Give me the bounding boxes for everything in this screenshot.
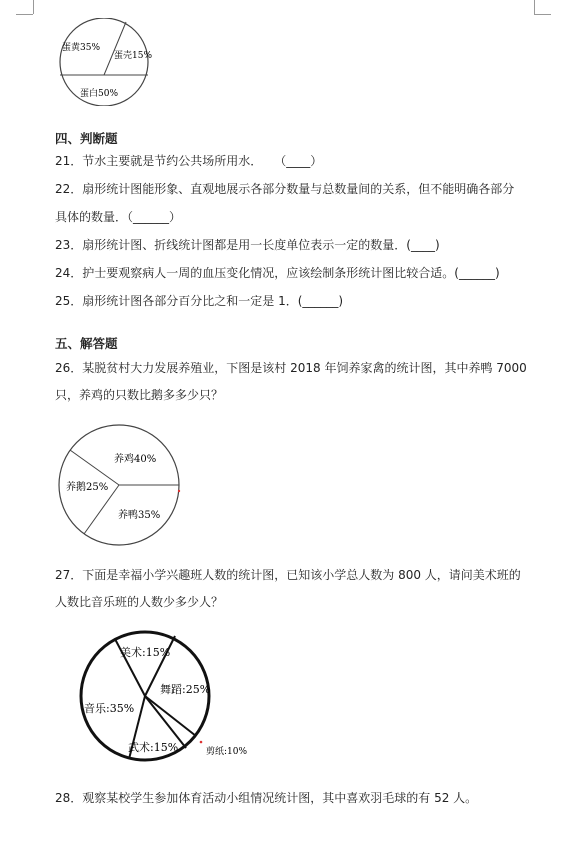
pie-label-martial: 武术:15%	[128, 741, 179, 754]
pie-label-goose: 养鹅25%	[66, 482, 109, 493]
question-27-line2: 人数比音乐班的人数少多少人？	[55, 595, 224, 609]
pie-label-art: 美术:15%	[120, 646, 171, 659]
pie-label-music: 音乐:35%	[84, 702, 135, 715]
crop-mark	[534, 14, 551, 15]
question-23: 23．扇形统计图、折线统计图都是用一长度单位表示一定的数量．(____)	[55, 238, 440, 252]
pie-label-white: 蛋白50%	[80, 89, 119, 99]
question-22-line2: 具体的数量．（______）	[55, 210, 182, 224]
question-21: 21．节水主要就是节约公共场所用水． （____）	[55, 154, 323, 168]
question-24: 24．护士要观察病人一周的血压变化情况，应该绘制条形统计图比较合适。(______)	[55, 266, 500, 280]
pie-label-dance: 舞蹈:25%	[160, 683, 211, 696]
question-28: 28．观察某校学生参加体育活动小组情况统计图，其中喜欢羽毛球的有 52 人。	[55, 791, 478, 805]
pie-divider	[145, 696, 196, 736]
crop-mark	[33, 0, 34, 14]
poultry-pie-chart	[58, 422, 184, 548]
pie-divider	[70, 450, 119, 485]
class-pie-chart	[76, 630, 256, 766]
red-mark	[178, 490, 180, 492]
pie-label-chicken: 养鸡40%	[114, 454, 157, 465]
pie-label-papercut: 剪纸:10%	[206, 747, 248, 757]
question-25: 25．扇形统计图各部分百分比之和一定是 1．(______)	[55, 294, 344, 308]
question-27-line1: 27．下面是幸福小学兴趣班人数的统计图，已知该小学总人数为 800 人，请问美术班的	[55, 568, 521, 582]
question-22-line1: 22．扇形统计图能形象、直观地展示各部分数量与总数量间的关系，但不能明确各部分	[55, 182, 515, 196]
red-mark	[200, 741, 203, 744]
pie-label-yolk: 蛋黄35%	[62, 43, 101, 53]
question-26-line1: 26．某脱贫村大力发展养殖业，下图是该村 2018 年饲养家禽的统计图，其中养鸭 7000	[55, 361, 527, 375]
section-5-heading: 五、解答题	[55, 336, 118, 351]
pie-label-duck: 养鸭35%	[118, 510, 161, 521]
question-26-line2: 只，养鸡的只数比鹅多多少只？	[55, 388, 224, 402]
pie-divider	[104, 22, 126, 75]
section-4-heading: 四、判断题	[55, 131, 118, 146]
crop-mark	[16, 14, 33, 15]
pie-label-shell: 蛋壳15%	[114, 51, 153, 61]
egg-pie-chart	[56, 18, 156, 106]
crop-mark	[534, 0, 535, 14]
